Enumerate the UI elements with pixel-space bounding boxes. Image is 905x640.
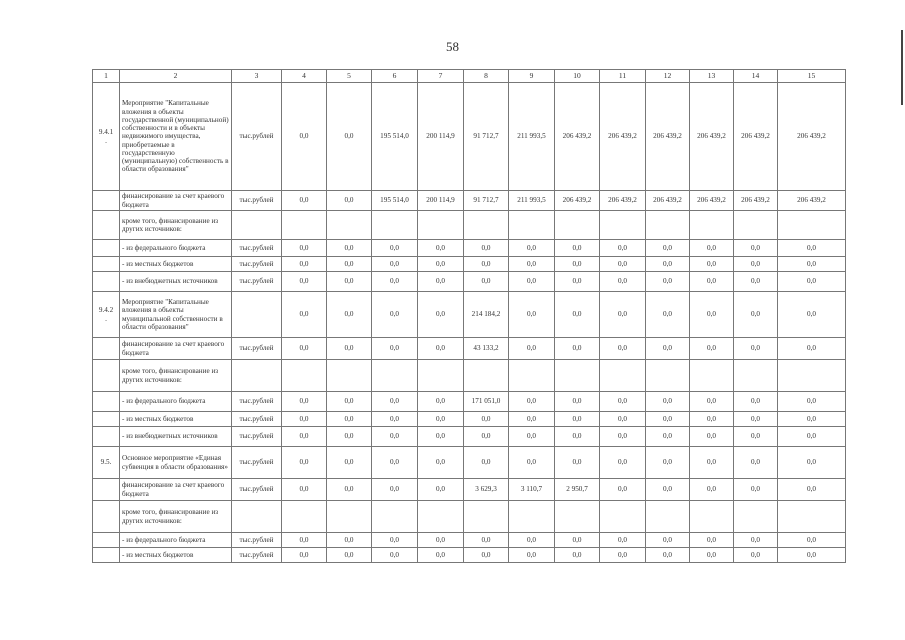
value-col-5-cell: 0,0 [327, 83, 372, 191]
row-number-cell [93, 272, 120, 292]
header-cell: 9 [509, 70, 555, 83]
value-col-13-cell: 0,0 [690, 479, 734, 501]
value-col-6-cell: 0,0 [372, 479, 418, 501]
value-col-10-cell: 0,0 [555, 240, 600, 257]
value-col-11-cell: 206 439,2 [600, 191, 646, 211]
table-row [93, 501, 846, 533]
unit-cell: тыс.рублей [232, 83, 282, 191]
value-col-8-cell: 0,0 [464, 447, 509, 479]
value-col-4-cell: 0,0 [282, 427, 327, 447]
value-col-13-cell: 0,0 [690, 272, 734, 292]
value-col-8-cell: 3 629,3 [464, 479, 509, 501]
value-col-4-cell: 0,0 [282, 533, 327, 548]
value-col-7-cell: 0,0 [418, 427, 464, 447]
value-col-6-cell [372, 211, 418, 240]
value-col-10-cell: 0,0 [555, 533, 600, 548]
value-col-11-cell: 0,0 [600, 257, 646, 272]
value-col-14-cell: 206 439,2 [734, 83, 778, 191]
description-cell: финансирование за счет краевого бюджета [120, 338, 232, 360]
header-cell: 6 [372, 70, 418, 83]
unit-cell [232, 211, 282, 240]
value-col-10-cell: 206 439,2 [555, 83, 600, 191]
table-row [93, 257, 846, 272]
description-cell: кроме того, финансирование из других источников: [120, 360, 232, 392]
value-col-10-cell: 0,0 [555, 392, 600, 412]
value-col-9-cell: 211 993,5 [509, 83, 555, 191]
value-col-9-cell: 0,0 [509, 427, 555, 447]
value-col-10-cell: 0,0 [555, 548, 600, 563]
value-col-15-cell [778, 211, 846, 240]
header-cell: 1 [93, 70, 120, 83]
budget-table [92, 69, 846, 563]
table-row [93, 191, 846, 211]
value-col-6-cell: 0,0 [372, 257, 418, 272]
value-col-14-cell: 0,0 [734, 257, 778, 272]
header-cell: 12 [646, 70, 690, 83]
value-col-9-cell: 211 993,5 [509, 191, 555, 211]
value-col-5-cell: 0,0 [327, 292, 372, 338]
value-col-4-cell: 0,0 [282, 412, 327, 427]
description-cell: Мероприятие "Капитальные вложения в объекты муниципальной собственности в области образования" [120, 292, 232, 338]
value-col-9-cell [509, 501, 555, 533]
value-col-12-cell: 0,0 [646, 292, 690, 338]
header-cell: 11 [600, 70, 646, 83]
value-col-9-cell: 0,0 [509, 392, 555, 412]
value-col-7-cell: 0,0 [418, 338, 464, 360]
header-cell: 5 [327, 70, 372, 83]
unit-cell: тыс.рублей [232, 412, 282, 427]
row-number-cell [93, 412, 120, 427]
value-col-6-cell: 0,0 [372, 447, 418, 479]
value-col-14-cell: 0,0 [734, 533, 778, 548]
value-col-7-cell: 0,0 [418, 412, 464, 427]
value-col-5-cell: 0,0 [327, 240, 372, 257]
value-col-15-cell: 0,0 [778, 257, 846, 272]
value-col-8-cell: 171 051,0 [464, 392, 509, 412]
value-col-11-cell: 0,0 [600, 548, 646, 563]
description-cell: - из федерального бюджета [120, 533, 232, 548]
value-col-4-cell: 0,0 [282, 392, 327, 412]
value-col-8-cell: 0,0 [464, 548, 509, 563]
value-col-4-cell: 0,0 [282, 338, 327, 360]
value-col-6-cell [372, 501, 418, 533]
value-col-12-cell: 0,0 [646, 392, 690, 412]
value-col-4-cell: 0,0 [282, 240, 327, 257]
value-col-14-cell: 0,0 [734, 412, 778, 427]
value-col-13-cell: 0,0 [690, 427, 734, 447]
value-col-15-cell: 0,0 [778, 427, 846, 447]
header-cell: 8 [464, 70, 509, 83]
value-col-11-cell: 0,0 [600, 338, 646, 360]
unit-cell: тыс.рублей [232, 191, 282, 211]
value-col-5-cell: 0,0 [327, 272, 372, 292]
value-col-9-cell: 0,0 [509, 412, 555, 427]
value-col-15-cell: 0,0 [778, 479, 846, 501]
description-cell: - из федерального бюджета [120, 392, 232, 412]
value-col-11-cell: 0,0 [600, 447, 646, 479]
value-col-7-cell [418, 211, 464, 240]
value-col-9-cell: 0,0 [509, 338, 555, 360]
value-col-11-cell: 0,0 [600, 392, 646, 412]
value-col-14-cell: 206 439,2 [734, 191, 778, 211]
value-col-9-cell: 0,0 [509, 257, 555, 272]
value-col-12-cell: 206 439,2 [646, 83, 690, 191]
table-row [93, 548, 846, 563]
value-col-15-cell: 0,0 [778, 392, 846, 412]
value-col-6-cell [372, 360, 418, 392]
description-cell: Основное мероприятие «Единая субвенция в области образования» [120, 447, 232, 479]
value-col-6-cell: 0,0 [372, 392, 418, 412]
value-col-11-cell [600, 501, 646, 533]
value-col-6-cell: 0,0 [372, 427, 418, 447]
value-col-14-cell: 0,0 [734, 272, 778, 292]
unit-cell: тыс.рублей [232, 392, 282, 412]
page-number: 58 [446, 39, 459, 54]
table-row [93, 427, 846, 447]
value-col-10-cell: 0,0 [555, 427, 600, 447]
unit-cell: тыс.рублей [232, 272, 282, 292]
row-number-cell [93, 240, 120, 257]
value-col-6-cell: 0,0 [372, 412, 418, 427]
value-col-11-cell [600, 360, 646, 392]
value-col-13-cell: 0,0 [690, 533, 734, 548]
description-cell: - из внебюджетных источников [120, 272, 232, 292]
value-col-6-cell: 0,0 [372, 533, 418, 548]
value-col-6-cell: 0,0 [372, 292, 418, 338]
value-col-11-cell: 0,0 [600, 533, 646, 548]
description-cell: - из местных бюджетов [120, 548, 232, 563]
value-col-15-cell: 0,0 [778, 338, 846, 360]
value-col-9-cell: 0,0 [509, 292, 555, 338]
value-col-12-cell: 0,0 [646, 338, 690, 360]
value-col-9-cell [509, 360, 555, 392]
value-col-11-cell: 0,0 [600, 272, 646, 292]
row-number-cell [93, 191, 120, 211]
value-col-12-cell: 206 439,2 [646, 191, 690, 211]
row-number-cell [93, 360, 120, 392]
value-col-14-cell [734, 211, 778, 240]
value-col-14-cell: 0,0 [734, 479, 778, 501]
value-col-5-cell: 0,0 [327, 479, 372, 501]
value-col-7-cell: 200 114,9 [418, 83, 464, 191]
value-col-9-cell [509, 211, 555, 240]
value-col-8-cell: 91 712,7 [464, 191, 509, 211]
description-cell: финансирование за счет краевого бюджета [120, 191, 232, 211]
value-col-14-cell [734, 360, 778, 392]
description-cell: Мероприятие "Капитальные вложения в объекты государственной (муниципальной) собственности и в объекты недвижимого имущества, приобретаемые в государственную (муниципальную) собственность в области образования" [120, 83, 232, 191]
value-col-13-cell: 0,0 [690, 338, 734, 360]
value-col-15-cell: 0,0 [778, 533, 846, 548]
value-col-8-cell [464, 211, 509, 240]
value-col-12-cell: 0,0 [646, 272, 690, 292]
value-col-5-cell [327, 501, 372, 533]
value-col-4-cell: 0,0 [282, 479, 327, 501]
value-col-12-cell: 0,0 [646, 240, 690, 257]
header-cell: 4 [282, 70, 327, 83]
value-col-12-cell [646, 501, 690, 533]
value-col-10-cell: 0,0 [555, 447, 600, 479]
table-row [93, 83, 846, 191]
table-row [93, 392, 846, 412]
value-col-15-cell: 0,0 [778, 292, 846, 338]
value-col-10-cell: 0,0 [555, 272, 600, 292]
table-row [93, 292, 846, 338]
value-col-15-cell: 0,0 [778, 240, 846, 257]
value-col-5-cell: 0,0 [327, 257, 372, 272]
description-cell: - из внебюджетных источников [120, 427, 232, 447]
table-row [93, 360, 846, 392]
value-col-5-cell: 0,0 [327, 191, 372, 211]
row-number-cell [93, 392, 120, 412]
value-col-7-cell: 200 114,9 [418, 191, 464, 211]
value-col-12-cell: 0,0 [646, 548, 690, 563]
table-row [93, 211, 846, 240]
value-col-14-cell: 0,0 [734, 292, 778, 338]
row-number-cell: 9.4.2 . [93, 292, 120, 338]
value-col-13-cell: 206 439,2 [690, 83, 734, 191]
value-col-14-cell: 0,0 [734, 548, 778, 563]
value-col-14-cell: 0,0 [734, 427, 778, 447]
value-col-7-cell: 0,0 [418, 240, 464, 257]
value-col-5-cell: 0,0 [327, 447, 372, 479]
header-cell: 2 [120, 70, 232, 83]
value-col-5-cell: 0,0 [327, 548, 372, 563]
description-cell: финансирование за счет краевого бюджета [120, 479, 232, 501]
value-col-8-cell: 0,0 [464, 427, 509, 447]
value-col-15-cell [778, 360, 846, 392]
value-col-8-cell: 0,0 [464, 272, 509, 292]
value-col-13-cell: 0,0 [690, 292, 734, 338]
unit-cell: тыс.рублей [232, 479, 282, 501]
value-col-10-cell [555, 360, 600, 392]
value-col-6-cell: 0,0 [372, 338, 418, 360]
value-col-15-cell: 0,0 [778, 447, 846, 479]
table-header-row [93, 70, 846, 83]
unit-cell: тыс.рублей [232, 427, 282, 447]
description-cell: - из местных бюджетов [120, 412, 232, 427]
value-col-15-cell: 0,0 [778, 272, 846, 292]
value-col-10-cell: 0,0 [555, 292, 600, 338]
description-cell: - из федерального бюджета [120, 240, 232, 257]
value-col-7-cell: 0,0 [418, 533, 464, 548]
unit-cell: тыс.рублей [232, 257, 282, 272]
value-col-9-cell: 0,0 [509, 240, 555, 257]
value-col-15-cell: 206 439,2 [778, 83, 846, 191]
value-col-5-cell [327, 211, 372, 240]
value-col-5-cell: 0,0 [327, 412, 372, 427]
value-col-4-cell: 0,0 [282, 447, 327, 479]
value-col-8-cell: 91 712,7 [464, 83, 509, 191]
header-cell: 3 [232, 70, 282, 83]
value-col-4-cell: 0,0 [282, 191, 327, 211]
value-col-5-cell [327, 360, 372, 392]
value-col-8-cell: 0,0 [464, 412, 509, 427]
value-col-5-cell: 0,0 [327, 338, 372, 360]
value-col-12-cell [646, 360, 690, 392]
value-col-12-cell: 0,0 [646, 427, 690, 447]
value-col-10-cell: 0,0 [555, 412, 600, 427]
value-col-11-cell: 206 439,2 [600, 83, 646, 191]
row-number-cell [93, 548, 120, 563]
value-col-14-cell: 0,0 [734, 240, 778, 257]
row-number-cell [93, 257, 120, 272]
value-col-12-cell: 0,0 [646, 257, 690, 272]
description-cell: - из местных бюджетов [120, 257, 232, 272]
description-cell: кроме того, финансирование из других источников: [120, 501, 232, 533]
value-col-6-cell: 195 514,0 [372, 83, 418, 191]
value-col-13-cell: 0,0 [690, 447, 734, 479]
value-col-12-cell: 0,0 [646, 412, 690, 427]
value-col-6-cell: 0,0 [372, 548, 418, 563]
row-number-cell: 9.4.1 . [93, 83, 120, 191]
value-col-10-cell [555, 211, 600, 240]
value-col-13-cell: 0,0 [690, 412, 734, 427]
value-col-11-cell: 0,0 [600, 240, 646, 257]
value-col-4-cell: 0,0 [282, 272, 327, 292]
value-col-11-cell: 0,0 [600, 412, 646, 427]
value-col-8-cell [464, 360, 509, 392]
value-col-15-cell [778, 501, 846, 533]
unit-cell: тыс.рублей [232, 533, 282, 548]
value-col-4-cell: 0,0 [282, 257, 327, 272]
scan-edge-line [901, 30, 903, 105]
row-number-cell [93, 427, 120, 447]
value-col-12-cell [646, 211, 690, 240]
value-col-14-cell: 0,0 [734, 338, 778, 360]
row-number-cell [93, 479, 120, 501]
value-col-10-cell: 206 439,2 [555, 191, 600, 211]
value-col-4-cell [282, 360, 327, 392]
value-col-7-cell: 0,0 [418, 447, 464, 479]
row-number-cell [93, 533, 120, 548]
unit-cell: тыс.рублей [232, 338, 282, 360]
value-col-13-cell: 206 439,2 [690, 191, 734, 211]
value-col-8-cell [464, 501, 509, 533]
value-col-4-cell: 0,0 [282, 548, 327, 563]
value-col-5-cell: 0,0 [327, 427, 372, 447]
table-row [93, 338, 846, 360]
value-col-6-cell: 0,0 [372, 272, 418, 292]
value-col-9-cell: 0,0 [509, 548, 555, 563]
table-row [93, 533, 846, 548]
value-col-9-cell: 0,0 [509, 533, 555, 548]
value-col-7-cell: 0,0 [418, 392, 464, 412]
value-col-13-cell [690, 211, 734, 240]
value-col-13-cell: 0,0 [690, 240, 734, 257]
value-col-5-cell: 0,0 [327, 533, 372, 548]
value-col-11-cell: 0,0 [600, 479, 646, 501]
value-col-7-cell [418, 360, 464, 392]
value-col-9-cell: 0,0 [509, 272, 555, 292]
value-col-9-cell: 0,0 [509, 447, 555, 479]
value-col-12-cell: 0,0 [646, 533, 690, 548]
value-col-10-cell: 2 950,7 [555, 479, 600, 501]
header-cell: 13 [690, 70, 734, 83]
row-number-cell [93, 501, 120, 533]
row-number-cell [93, 338, 120, 360]
value-col-7-cell: 0,0 [418, 548, 464, 563]
value-col-12-cell: 0,0 [646, 479, 690, 501]
unit-cell [232, 292, 282, 338]
value-col-7-cell [418, 501, 464, 533]
table-row [93, 272, 846, 292]
header-cell: 15 [778, 70, 846, 83]
value-col-8-cell: 43 133,2 [464, 338, 509, 360]
unit-cell: тыс.рублей [232, 447, 282, 479]
value-col-6-cell: 195 514,0 [372, 191, 418, 211]
header-cell: 14 [734, 70, 778, 83]
table-row [93, 447, 846, 479]
value-col-9-cell: 3 110,7 [509, 479, 555, 501]
unit-cell [232, 501, 282, 533]
value-col-6-cell: 0,0 [372, 240, 418, 257]
value-col-8-cell: 0,0 [464, 257, 509, 272]
value-col-7-cell: 0,0 [418, 272, 464, 292]
unit-cell: тыс.рублей [232, 548, 282, 563]
value-col-8-cell: 214 184,2 [464, 292, 509, 338]
value-col-8-cell: 0,0 [464, 240, 509, 257]
value-col-14-cell [734, 501, 778, 533]
value-col-12-cell: 0,0 [646, 447, 690, 479]
value-col-14-cell: 0,0 [734, 447, 778, 479]
value-col-7-cell: 0,0 [418, 257, 464, 272]
table-row [93, 240, 846, 257]
table-row [93, 412, 846, 427]
value-col-10-cell: 0,0 [555, 338, 600, 360]
value-col-4-cell [282, 501, 327, 533]
value-col-10-cell: 0,0 [555, 257, 600, 272]
unit-cell: тыс.рублей [232, 240, 282, 257]
description-cell: кроме того, финансирование из других источников: [120, 211, 232, 240]
value-col-13-cell: 0,0 [690, 392, 734, 412]
value-col-13-cell: 0,0 [690, 257, 734, 272]
value-col-4-cell [282, 211, 327, 240]
table-row [93, 479, 846, 501]
header-cell: 10 [555, 70, 600, 83]
value-col-5-cell: 0,0 [327, 392, 372, 412]
value-col-4-cell: 0,0 [282, 83, 327, 191]
header-cell: 7 [418, 70, 464, 83]
row-number-cell [93, 211, 120, 240]
value-col-15-cell: 0,0 [778, 548, 846, 563]
value-col-11-cell: 0,0 [600, 292, 646, 338]
value-col-13-cell: 0,0 [690, 548, 734, 563]
value-col-13-cell [690, 501, 734, 533]
value-col-15-cell: 0,0 [778, 412, 846, 427]
unit-cell [232, 360, 282, 392]
value-col-13-cell [690, 360, 734, 392]
value-col-14-cell: 0,0 [734, 392, 778, 412]
value-col-11-cell: 0,0 [600, 427, 646, 447]
value-col-15-cell: 206 439,2 [778, 191, 846, 211]
value-col-7-cell: 0,0 [418, 479, 464, 501]
value-col-7-cell: 0,0 [418, 292, 464, 338]
value-col-11-cell [600, 211, 646, 240]
value-col-4-cell: 0,0 [282, 292, 327, 338]
value-col-10-cell [555, 501, 600, 533]
row-number-cell: 9.5. [93, 447, 120, 479]
value-col-8-cell: 0,0 [464, 533, 509, 548]
